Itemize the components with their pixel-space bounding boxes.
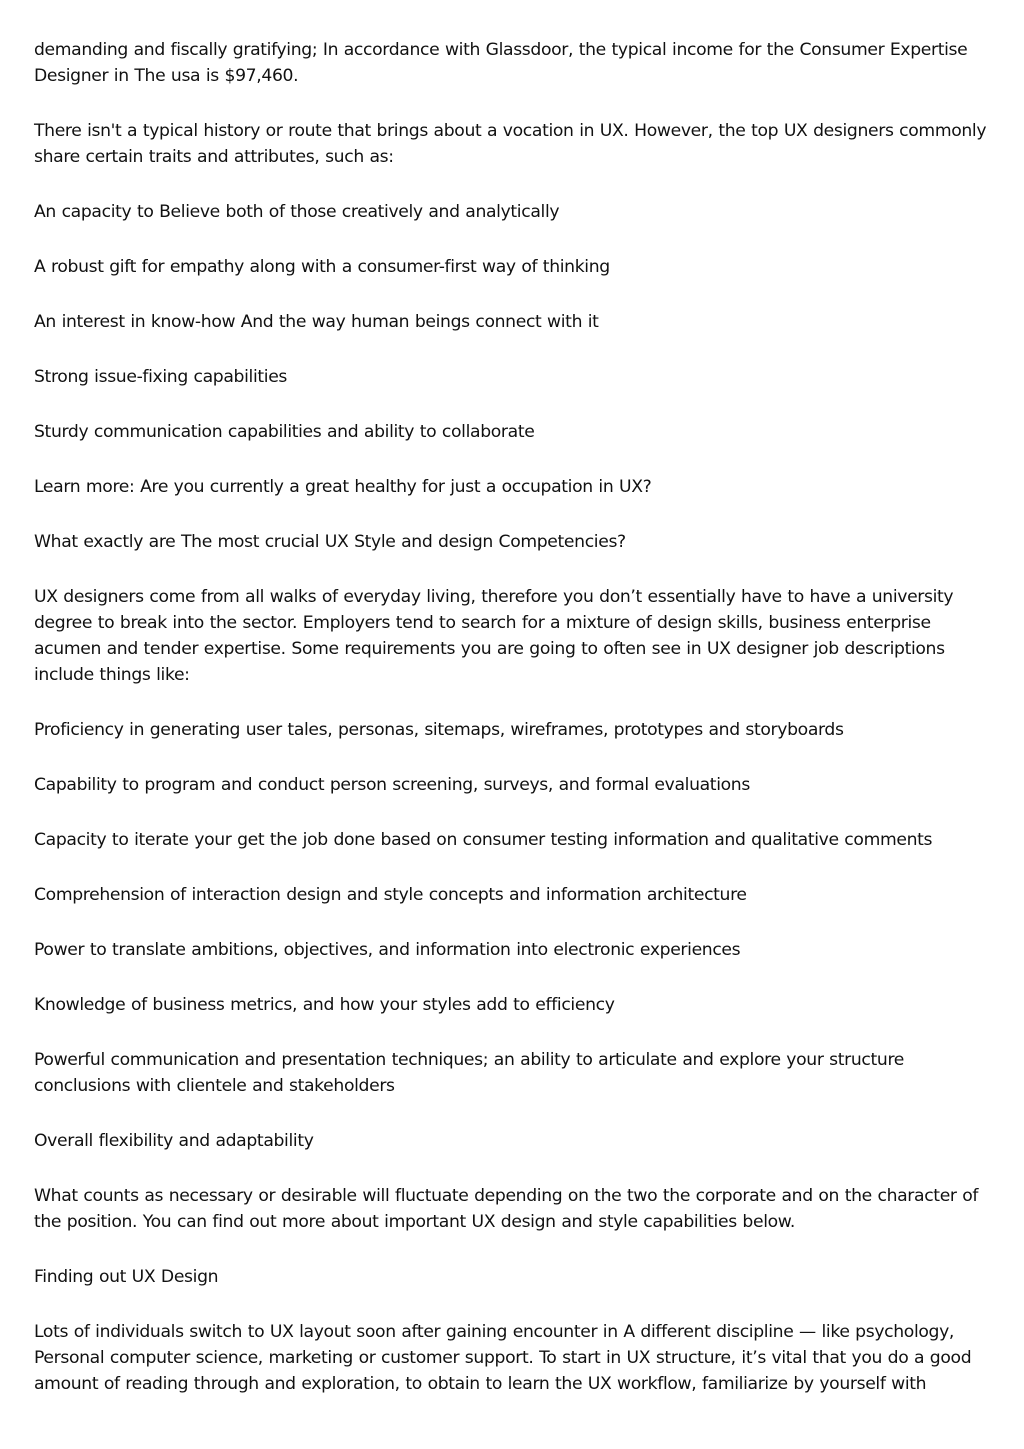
trait-empathy: A robust gift for empathy along with a consumer-first way of thinking bbox=[34, 257, 610, 277]
requirement-translate-goals: Power to translate ambitions, objectives, and information into electronic experiences bbox=[34, 940, 741, 960]
requirement-iterate: Capacity to iterate your get the job done based on consumer testing information and qualitative comments bbox=[34, 830, 933, 850]
document-page bbox=[34, 37, 992, 1426]
paragraph-switching-to-ux: Lots of individuals switch to UX layout soon after gaining encounter in A different discipline — like psychology, Personal computer science, marketing or customer support. To start in UX structure, it’s vital that you do a good amount of reading through and exploration, to obtain to learn the UX workflow, familiarize by yourself with bbox=[34, 1322, 972, 1394]
paragraph-ux-designers-backgrounds: UX designers come from all walks of everyday living, therefore you don’t essentially have to have a university degree to break into the sector. Employers tend to search for a mixture of design skills, business enterprise acumen and tender expertise. Some requirements you are going to often see in UX designer job descriptions include things like: bbox=[34, 587, 954, 685]
paragraph-requirements-vary: What counts as necessary or desirable will fluctuate depending on the two the corporate and on the character of the position. You can find out more about important UX design and style capabilities below. bbox=[34, 1186, 979, 1232]
requirement-presentation-skills: Powerful communication and presentation techniques; an ability to articulate and explore your structure conclusions with clientele and stakeholders bbox=[34, 1050, 905, 1096]
trait-problem-solving: Strong issue-fixing capabilities bbox=[34, 367, 288, 387]
trait-creative-analytical: An capacity to Believe both of those creatively and analytically bbox=[34, 202, 560, 222]
trait-technology-interest: An interest in know-how And the way human beings connect with it bbox=[34, 312, 599, 332]
paragraph-learn-more: Learn more: Are you currently a great healthy for just a occupation in UX? bbox=[34, 477, 652, 497]
requirement-user-stories: Proficiency in generating user tales, personas, sitemaps, wireframes, prototypes and storyboards bbox=[34, 720, 844, 740]
requirement-flexibility: Overall flexibility and adaptability bbox=[34, 1131, 314, 1151]
trait-communication: Sturdy communication capabilities and ability to collaborate bbox=[34, 422, 535, 442]
paragraph-background-intro: There isn't a typical history or route that brings about a vocation in UX. However, the top UX designers commonly share certain traits and attributes, such as: bbox=[34, 121, 987, 167]
requirement-business-metrics: Knowledge of business metrics, and how your styles add to efficiency bbox=[34, 995, 615, 1015]
requirement-user-testing: Capability to program and conduct person screening, surveys, and formal evaluations bbox=[34, 775, 750, 795]
heading-ux-competencies: What exactly are The most crucial UX Style and design Competencies? bbox=[34, 532, 626, 552]
requirement-interaction-design: Comprehension of interaction design and style concepts and information architecture bbox=[34, 885, 747, 905]
heading-learning-ux-design: Finding out UX Design bbox=[34, 1267, 219, 1287]
paragraph-salary: demanding and fiscally gratifying; In accordance with Glassdoor, the typical income for the Consumer Expertise Designer in The usa is $97,460. bbox=[34, 40, 968, 86]
